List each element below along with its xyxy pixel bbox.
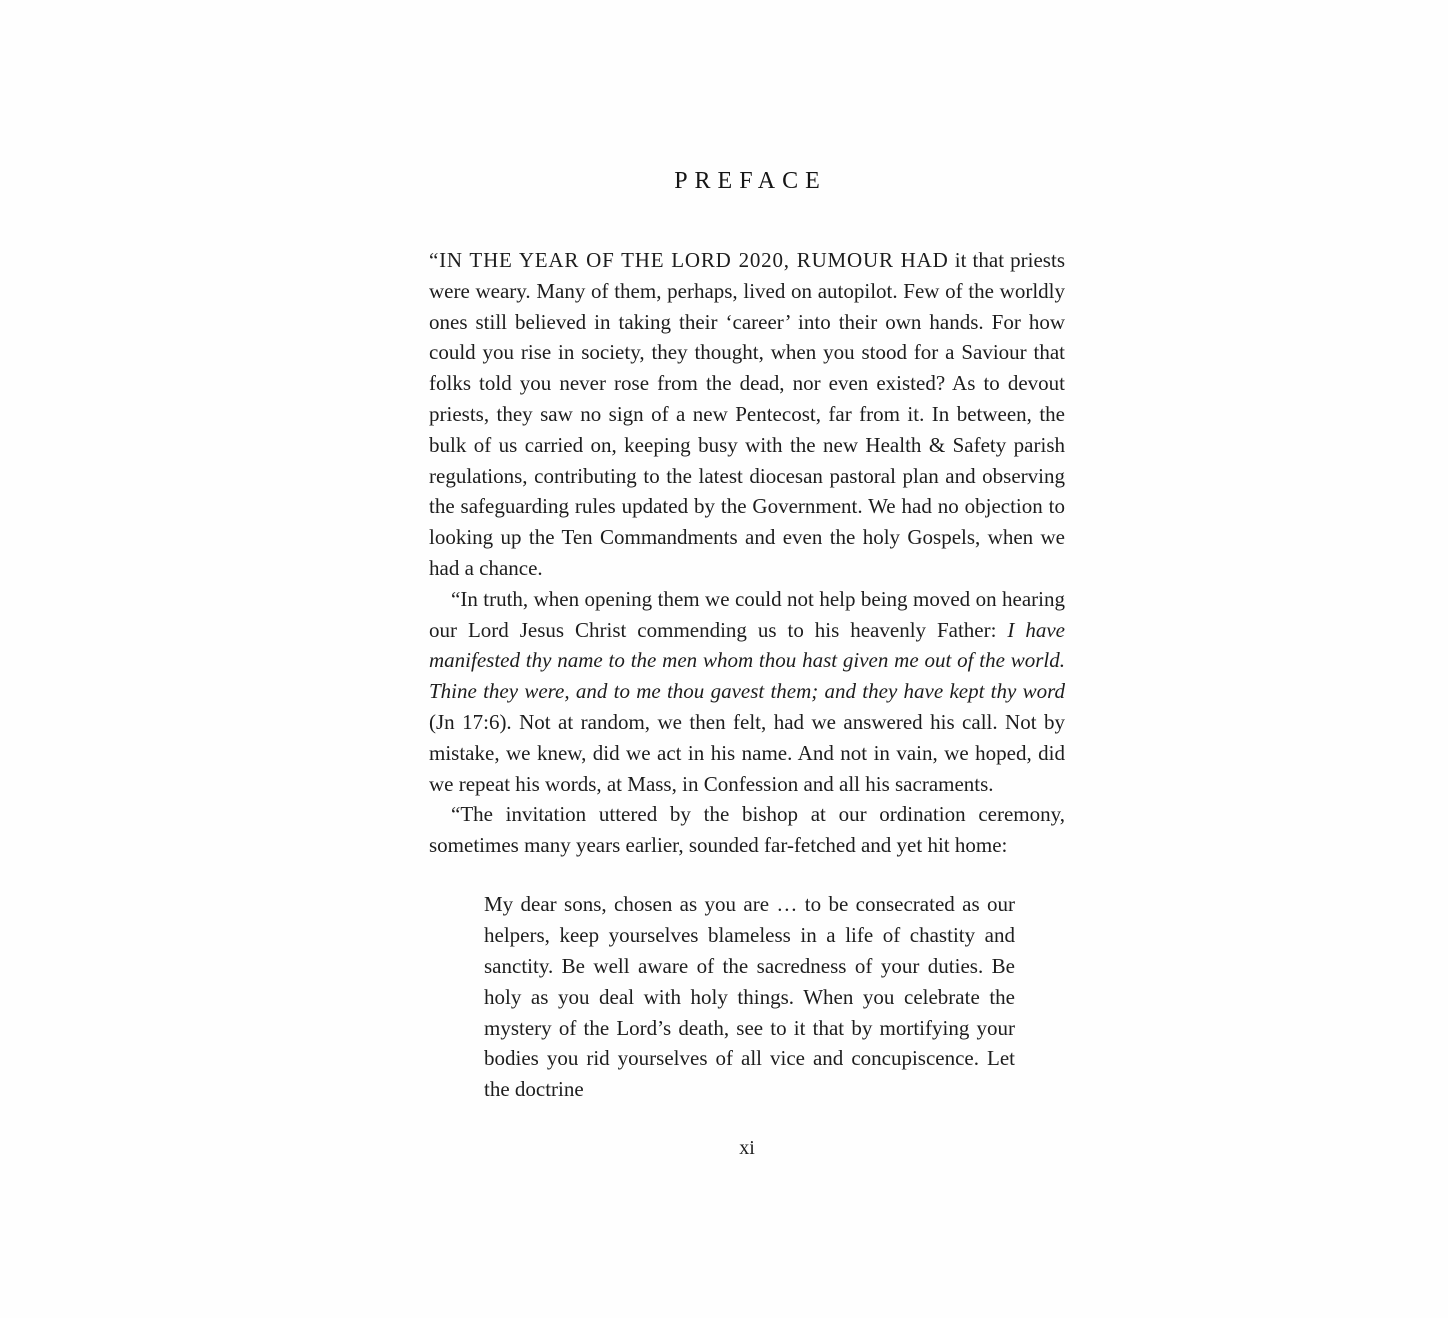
preface-body [429, 245, 1065, 1105]
opening-line-caps: “IN THE YEAR OF THE LORD 2020, RUMOUR HAD [429, 248, 949, 272]
scripture-quotation: I have manifested thy name to the men whom thou hast given me out of the world. Thine they were, and to me thou gavest them; and they have kept thy word [429, 617, 1065, 704]
paragraph-1 [429, 245, 1065, 584]
page-number: xi [739, 1137, 755, 1160]
paragraph-2-text-pre: “In truth, when opening them we could not help being moved on hearing our Lord Jesus Christ commending us to his heavenly Father: [429, 586, 1065, 642]
paragraph-2 [429, 584, 1065, 800]
paragraph-1-text: it that priests were weary. Many of them, perhaps, lived on autopilot. Few of the worldly ones still believed in taking their ‘career’ into their own hands. For how could you rise in society, they thought, when you stood for a Saviour that folks told you never rose from the dead, nor even existed? As to devout priests, they saw no sign of a new Pentecost, far from it. In between, the bulk of us carried on, keeping busy with the new Health & Safety parish regulations, contributing to the latest diocesan pastoral plan and observing the safeguarding rules updated by the Government. We had no objection to looking up the Ten Commandments and even the holy Gospels, when we had a chance. [429, 248, 1065, 580]
text-column [429, 168, 1065, 1160]
paragraph-2-text-post: (Jn 17:6). Not at random, we then felt, had we answered his call. Not by mistake, we knew, did we act in his name. And not in vain, we hoped, did we repeat his words, at Mass, in Confession and all his sacraments. [429, 709, 1065, 796]
ordination-extract: My dear sons, chosen as you are … to be consecrated as our helpers, keep yourselves blameless in a life of chastity and sanctity. Be well aware of the sacredness of your duties. Be holy as you deal with holy things. When you celebrate the mystery of the Lord’s death, see to it that by mortifying your bodies you rid yourselves of all vice and concupiscence. Let the doctrine [484, 891, 1015, 1102]
paragraph-3: “The invitation uttered by the bishop at our ordination ceremony, sometimes many years earlier, sounded far-fetched and yet hit home: [429, 802, 1065, 858]
page-title: PREFACE [674, 168, 827, 194]
